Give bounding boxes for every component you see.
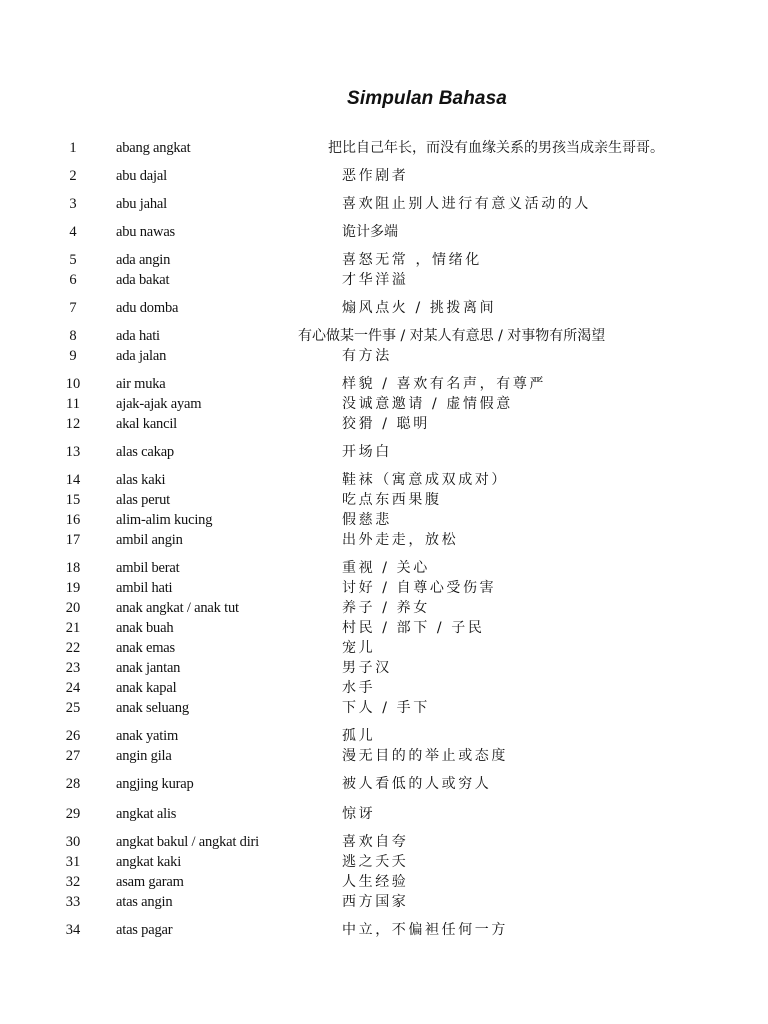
entry-number: 29 [65,806,81,822]
entry-number: 12 [65,416,81,432]
entry-meaning: 水手 [342,680,376,696]
entry-meaning: 才华洋溢 [342,272,409,288]
entry-number: 26 [65,728,81,744]
list-item [0,746,768,766]
entry-meaning: 恶作剧者 [342,168,409,184]
entry-number: 23 [65,660,81,676]
entry-term: alas cakap [116,444,174,460]
entry-term: alim-alim kucing [116,512,213,528]
entry-number: 19 [65,580,81,596]
list-item [0,852,768,872]
list-item [0,920,768,940]
entry-term: adu domba [116,300,179,316]
entry-term: angkat bakul / angkat diri [116,834,259,850]
entry-meaning: 没诚意邀请 / 虚情假意 [342,396,513,412]
entry-number: 25 [65,700,81,716]
list-item [0,510,768,530]
entry-meaning: 喜欢自夸 [342,834,409,850]
list-item [0,530,768,550]
entry-meaning: 诡计多端 [342,224,398,240]
entry-meaning: 开场白 [342,444,392,460]
entry-meaning: 出外走走，放松 [342,532,459,548]
entry-number: 3 [69,196,77,212]
list-item [0,138,768,158]
entry-term: akal kancil [116,416,178,432]
entry-meaning: 样貌 / 喜欢有名声，有尊严 [342,376,547,392]
entry-term: abang angkat [116,140,191,156]
entry-term: anak buah [116,620,174,636]
entry-term: anak yatim [116,728,179,744]
entry-number: 22 [65,640,81,656]
entry-number: 1 [69,140,77,156]
entry-number: 21 [65,620,81,636]
entry-number: 28 [65,776,81,792]
entry-number: 27 [65,748,81,764]
list-item [0,490,768,510]
list-item [0,414,768,434]
entry-term: anak emas [116,640,175,656]
entry-number: 17 [65,532,81,548]
entry-number: 2 [69,168,77,184]
list-item [0,194,768,214]
list-item [0,326,768,346]
entry-meaning: 养子 / 养女 [342,600,430,616]
entry-term: atas angin [116,894,173,910]
entry-term: asam garam [116,874,184,890]
list-item [0,598,768,618]
entry-number: 4 [69,224,77,240]
list-item [0,270,768,290]
list-item [0,892,768,912]
entry-number: 18 [65,560,81,576]
list-item [0,638,768,658]
list-item [0,698,768,718]
entry-meaning: 有方法 [342,348,392,364]
entry-number: 13 [65,444,81,460]
entry-meaning: 人生经验 [342,874,409,890]
entry-term: abu jahal [116,196,167,212]
list-item [0,558,768,578]
entry-number: 32 [65,874,81,890]
entry-meaning: 鞋袜（寓意成双成对） [342,472,508,488]
entry-term: ambil angin [116,532,183,548]
entry-term: ambil berat [116,560,180,576]
entry-meaning: 重视 / 关心 [342,560,430,576]
entry-term: ada jalan [116,348,167,364]
entry-number: 11 [66,396,80,412]
entry-meaning: 西方国家 [342,894,409,910]
entry-number: 24 [65,680,81,696]
entry-meaning: 把比自己年长，而没有血缘关系的男孩当成亲生哥哥。 [328,140,664,156]
list-item [0,832,768,852]
entry-number: 5 [69,252,77,268]
list-item [0,470,768,490]
entry-term: angkat kaki [116,854,182,870]
entry-term: ajak-ajak ayam [116,396,202,412]
entry-number: 31 [65,854,81,870]
entry-term: anak angkat / anak tut [116,600,239,616]
entry-meaning: 孤儿 [342,728,376,744]
list-item [0,374,768,394]
list-item [0,774,768,794]
entry-number: 10 [65,376,81,392]
entry-meaning: 被人看低的人或穷人 [342,776,492,792]
entry-number: 33 [65,894,81,910]
entry-term: angjing kurap [116,776,194,792]
page-title: Simpulan Bahasa [347,88,507,109]
list-item [0,872,768,892]
entry-meaning: 中立，不偏袒任何一方 [342,922,508,938]
list-item [0,618,768,638]
entry-term: anak jantan [116,660,181,676]
entry-number: 8 [69,328,77,344]
entry-meaning: 惊讶 [342,806,376,822]
entry-meaning: 有心做某一件事 / 对某人有意思 / 对事物有所渴望 [298,328,606,344]
entry-term: alas kaki [116,472,166,488]
list-item [0,578,768,598]
entry-term: abu nawas [116,224,175,240]
entry-term: angkat alis [116,806,177,822]
entry-meaning: 假慈悲 [342,512,392,528]
list-item [0,250,768,270]
entry-meaning: 逃之夭夭 [342,854,409,870]
entry-term: angin gila [116,748,172,764]
entry-meaning: 吃点东西果腹 [342,492,442,508]
entry-meaning: 煽风点火 / 挑拨离间 [342,300,497,316]
entry-term: ada angin [116,252,171,268]
entry-meaning: 下人 / 手下 [342,700,430,716]
entry-term: alas perut [116,492,170,508]
entry-term: abu dajal [116,168,167,184]
entry-meaning: 宠儿 [342,640,376,656]
entry-number: 15 [65,492,81,508]
entry-number: 7 [69,300,77,316]
entry-term: atas pagar [116,922,173,938]
entry-number: 6 [69,272,77,288]
list-item [0,726,768,746]
entry-term: ada bakat [116,272,170,288]
entry-number: 14 [65,472,81,488]
list-item [0,804,768,824]
list-item [0,442,768,462]
entry-term: ambil hati [116,580,173,596]
entry-number: 34 [65,922,81,938]
entry-number: 30 [65,834,81,850]
list-item [0,166,768,186]
list-item [0,298,768,318]
entry-meaning: 喜怒无常 ，情绪化 [342,252,482,268]
entry-meaning: 讨好 / 自尊心受伤害 [342,580,497,596]
list-item [0,658,768,678]
entry-term: air muka [116,376,166,392]
entry-meaning: 村民 / 部下 / 子民 [342,620,485,636]
entry-term: ada hati [116,328,160,344]
entry-meaning: 男子汉 [342,660,392,676]
entry-term: anak seluang [116,700,189,716]
list-item [0,678,768,698]
list-item [0,394,768,414]
list-item [0,346,768,366]
entry-number: 16 [65,512,81,528]
entry-meaning: 狡猾 / 聪明 [342,416,430,432]
entry-number: 9 [69,348,77,364]
list-item [0,222,768,242]
entry-term: anak kapal [116,680,177,696]
entry-meaning: 漫无目的的举止或态度 [342,748,508,764]
entry-meaning: 喜欢阻止别人进行有意义活动的人 [342,196,591,212]
entry-number: 20 [65,600,81,616]
